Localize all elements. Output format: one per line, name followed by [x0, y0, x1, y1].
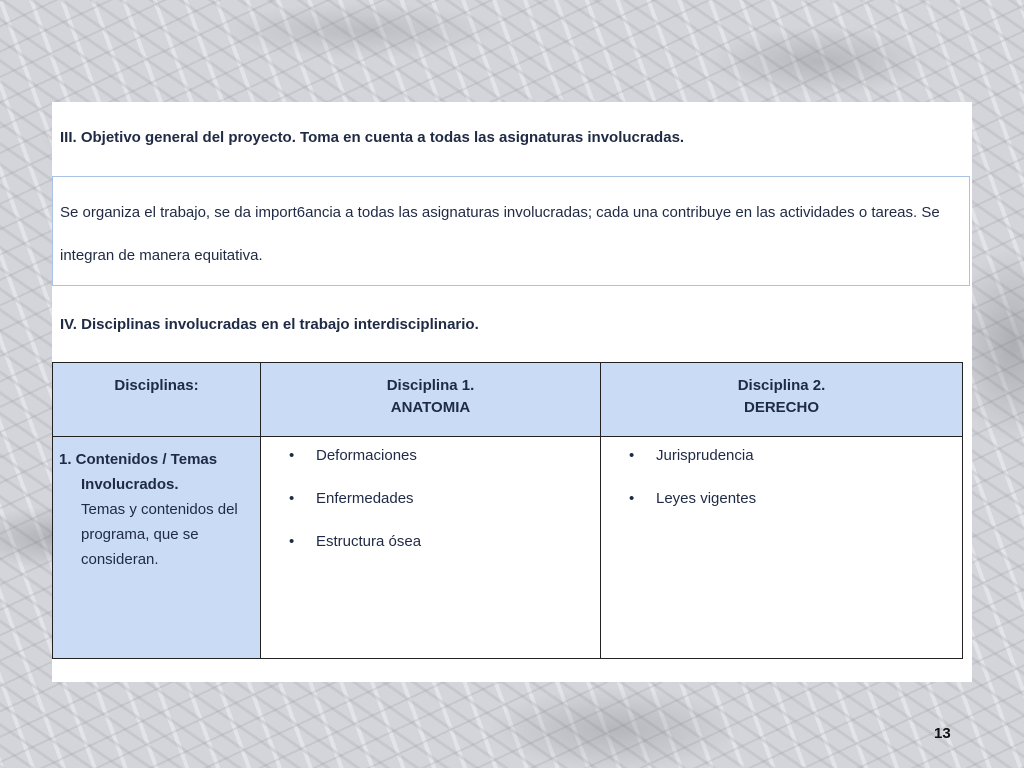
list-item	[629, 488, 962, 531]
discipline-1-topics	[289, 445, 600, 574]
list-item	[629, 445, 962, 488]
header-discipline-1	[261, 363, 601, 437]
header-disciplines-label: Disciplinas:	[114, 377, 199, 394]
row-label-line-2: Involucrados.	[81, 476, 179, 493]
page-number: 13	[934, 725, 951, 742]
discipline-2-topics-cell	[601, 437, 963, 659]
bullet-icon: •	[289, 533, 295, 550]
row-label-cell	[53, 437, 261, 659]
header-discipline-2	[601, 363, 963, 437]
discipline-1-topics-cell	[261, 437, 601, 659]
list-item	[289, 445, 600, 488]
topic-text: Enfermedades	[316, 490, 414, 507]
header-discipline-1-number: Disciplina 1.	[386, 377, 475, 394]
bullet-icon: •	[289, 490, 295, 507]
header-discipline-2-name: DERECHO	[743, 399, 819, 416]
topic-text: Leyes vigentes	[656, 490, 757, 507]
list-item	[289, 531, 600, 574]
header-discipline-2-number: Disciplina 2.	[737, 377, 826, 394]
row-label-line-1: 1. Contenidos / Temas	[59, 451, 218, 468]
disciplines-table	[52, 362, 963, 659]
row-label-title	[59, 451, 254, 497]
row-label-description: Temas y contenidos del programa, que se consideran.	[81, 501, 238, 568]
list-item	[289, 488, 600, 531]
bullet-icon: •	[629, 490, 635, 507]
bullet-icon: •	[289, 447, 295, 464]
discipline-2-topics	[629, 445, 962, 531]
topic-text: Estructura ósea	[316, 533, 422, 550]
section-4-heading: IV. Disciplinas involucradas en el trabajo interdisciplinario.	[60, 316, 479, 333]
header-disciplines	[53, 363, 261, 437]
table-row	[53, 437, 963, 659]
header-discipline-1-name: ANATOMIA	[390, 399, 471, 416]
objective-text: Se organiza el trabajo, se da import6ancia a todas las asignaturas involucradas; cada una contribuye en las actividades o tareas. Se integran de manera equitativa.	[60, 204, 940, 264]
section-3-heading: III. Objetivo general del proyecto. Toma en cuenta a todas las asignaturas involucradas.	[60, 129, 685, 146]
topic-text: Deformaciones	[316, 447, 417, 464]
document-panel	[52, 102, 972, 682]
objective-box	[52, 176, 970, 286]
bullet-icon: •	[629, 447, 635, 464]
table-header-row	[53, 363, 963, 437]
topic-text: Jurisprudencia	[656, 447, 754, 464]
